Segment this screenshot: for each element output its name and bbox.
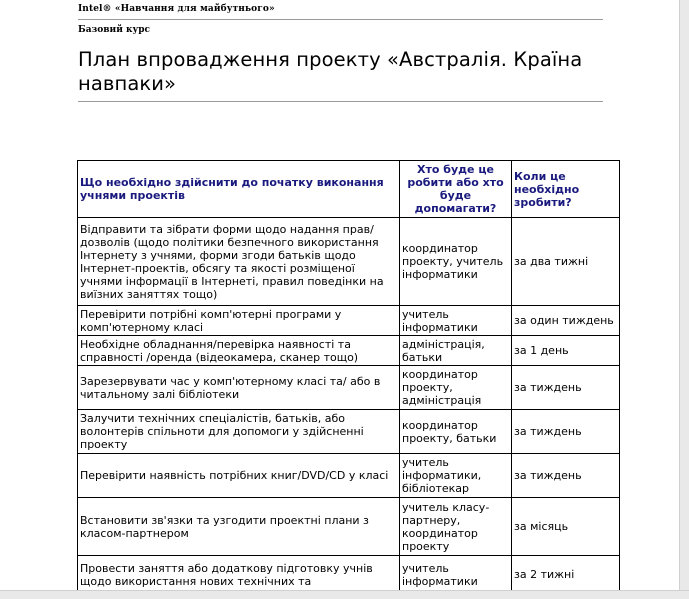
- when-cell: за тиждень: [512, 410, 620, 454]
- task-cell: Перевірити потрібні комп'ютерні програми у комп'ютерному класі: [78, 306, 400, 336]
- horizontal-scrollbar[interactable]: [0, 590, 689, 599]
- column-header-task: Що необхідно здійснити до початку виконання учнями проектів: [78, 161, 400, 218]
- task-cell: Провести заняття або додаткову підготовку учнів щодо використання нових технічних та: [78, 556, 400, 591]
- task-cell: Відправити та зібрати форми щодо надання прав/дозволів (щодо політики безпечного використання Інтернету з учнями, форми згоди батьків щодо Інтернет-проектів, обсягу та якості розміщеної учнями інформації в Інтернеті, правил поведінки на виїзних заняттях тощо): [78, 218, 400, 306]
- header-divider: [78, 19, 603, 20]
- who-cell: адміністрація, батьки: [400, 336, 512, 366]
- course-label: Базовий курс: [78, 25, 151, 35]
- table-row: [78, 454, 620, 498]
- task-cell: Зарезервувати час у комп'ютерному класі та/ або в читальному залі бібліотеки: [78, 366, 400, 410]
- table-row: [78, 306, 620, 336]
- task-cell: Встановити зв'язки та узгодити проектні плани з класом-партнером: [78, 498, 400, 556]
- task-cell: Перевірити наявність потрібних книг/DVD/CD у класі: [78, 454, 400, 498]
- task-cell: Залучити технічних спеціалістів, батьків, або волонтерів спільноти для допомоги у здійсненні проекту: [78, 410, 400, 454]
- who-cell: учитель інформатики, бібліотекар: [400, 454, 512, 498]
- who-cell: учитель інформатики: [400, 306, 512, 336]
- vertical-scrollbar[interactable]: [679, 0, 689, 590]
- table-row: [78, 556, 620, 591]
- who-cell: координатор проекту, учитель інформатики: [400, 218, 512, 306]
- who-cell: учитель інформатики: [400, 556, 512, 591]
- who-cell: координатор проекту, батьки: [400, 410, 512, 454]
- task-cell: Необхідне обладнання/перевірка наявності та справності /оренда (відеокамера, сканер тощо): [78, 336, 400, 366]
- column-header-who: Хто буде це робити або хто буде допомагати?: [400, 161, 512, 218]
- implementation-plan-table: [77, 160, 620, 590]
- page-title: План впровадження проекту «Австралія. Країна навпаки»: [78, 48, 583, 95]
- table-row: [78, 410, 620, 454]
- who-cell: координатор проекту, адміністрація: [400, 366, 512, 410]
- when-cell: за два тижні: [512, 218, 620, 306]
- when-cell: за тиждень: [512, 454, 620, 498]
- program-header: Intel® «Навчання для майбутнього»: [78, 4, 275, 14]
- who-cell: учитель класу-партнеру, координатор проекту: [400, 498, 512, 556]
- when-cell: за 1 день: [512, 336, 620, 366]
- table-row: [78, 366, 620, 410]
- when-cell: за один тиждень: [512, 306, 620, 336]
- table-header-row: [78, 161, 620, 218]
- table-row: [78, 336, 620, 366]
- table-row: [78, 218, 620, 306]
- table-row: [78, 498, 620, 556]
- title-divider: [78, 101, 603, 102]
- when-cell: за місяць: [512, 498, 620, 556]
- when-cell: за тиждень: [512, 366, 620, 410]
- column-header-when: Коли це необхідно зробити?: [512, 161, 620, 218]
- when-cell: за 2 тижні: [512, 556, 620, 591]
